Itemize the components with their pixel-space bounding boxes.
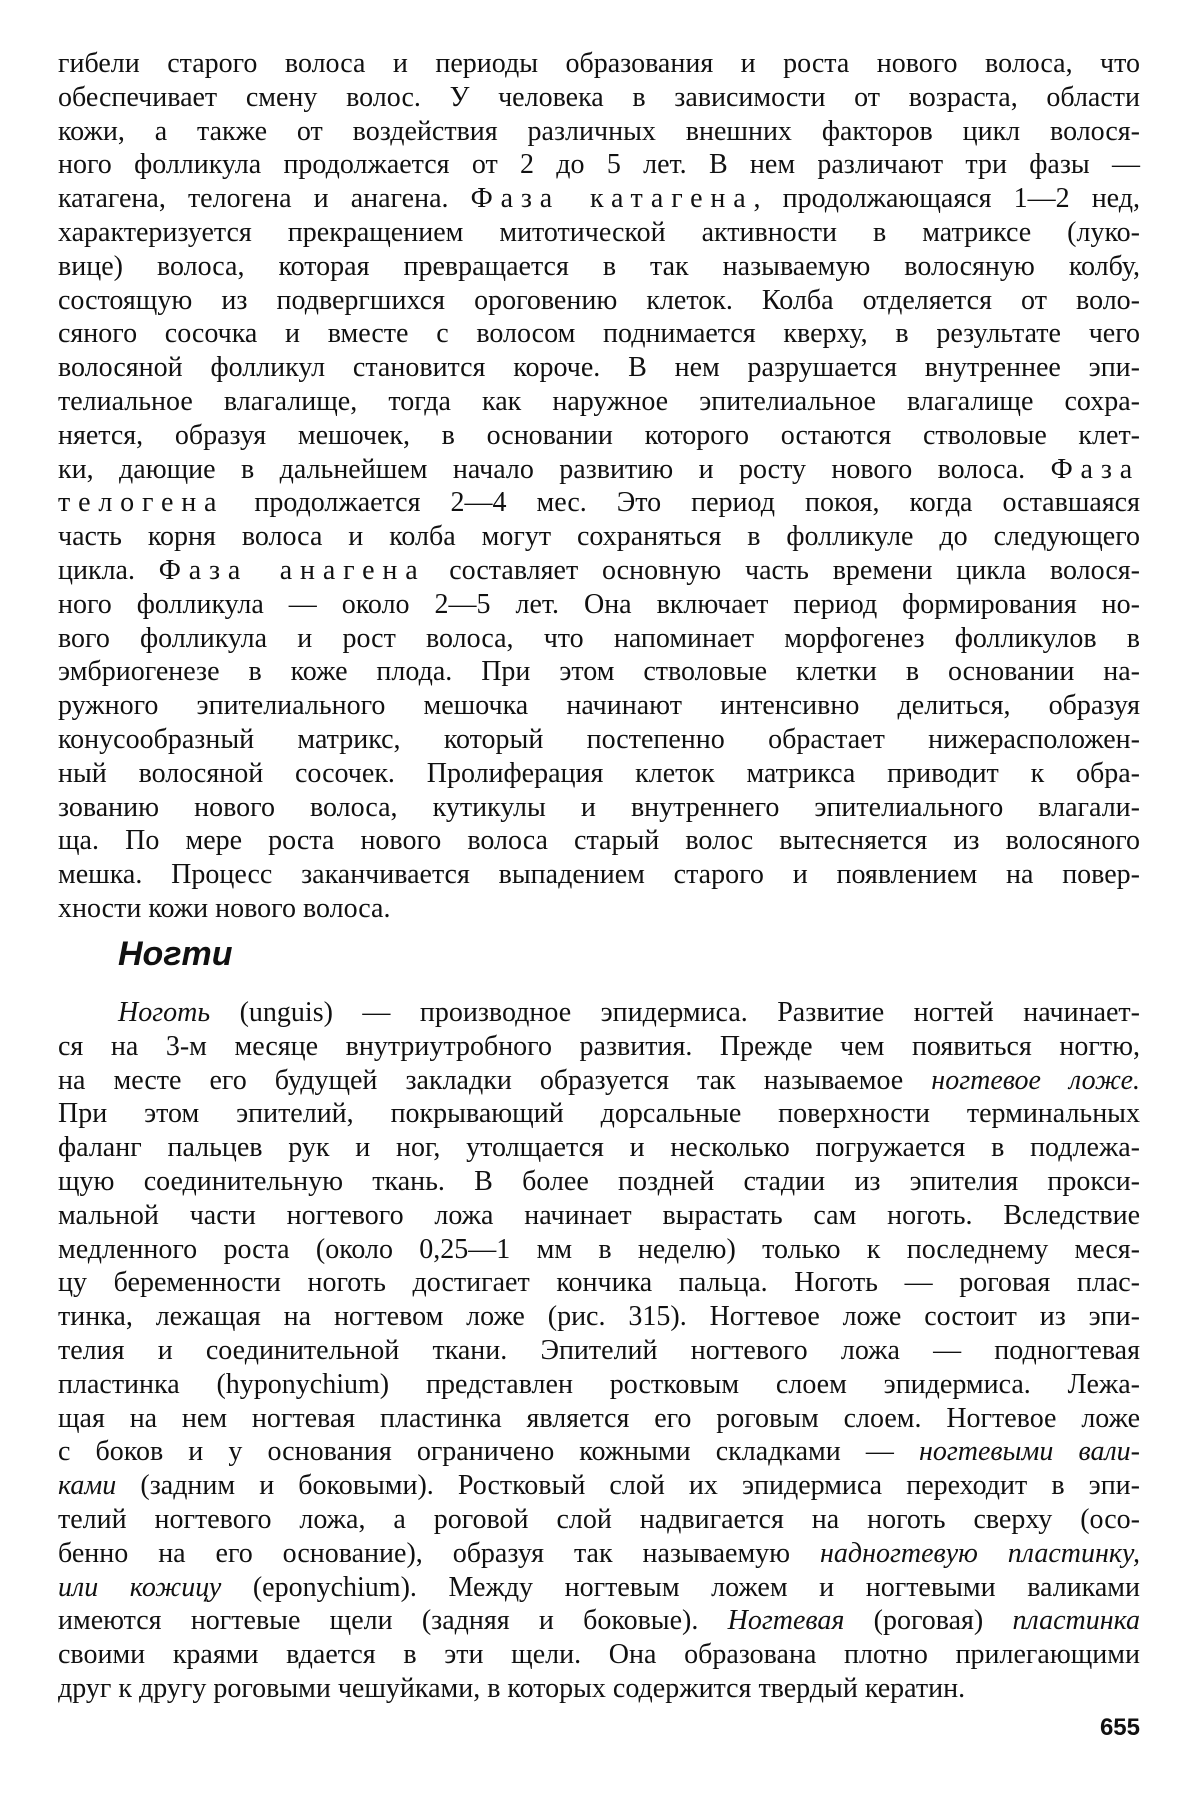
text-run: медленного роста (около 0,25—1 мм в неделю) только к последнему меся- [58,1233,1140,1265]
text-run: мальной части ногтевого ложа начинает вырастать сам ноготь. Вследствие [58,1199,1140,1231]
text-line [58,317,1140,351]
text-run: (задним и боковыми). Ростковый слой их эпидермиса переходит в эпи- [116,1470,1140,1502]
text-run: эмбриогенезе в коже плода. При этом стволовые клетки в основании на- [58,656,1140,688]
text-line [58,1266,1140,1300]
spaced-term: Фаза катагена [470,183,754,215]
text-line [58,824,1140,858]
text-line [58,148,1140,182]
text-line [58,1233,1140,1267]
text-run: имеются ногтевые щели (задняя и боковые). [58,1605,728,1637]
text-line [58,1435,1140,1469]
text-line [58,1604,1140,1638]
text-run: телиальное влагалище, тогда как наружное эпителиальное влагалище сохра- [58,385,1140,417]
text-run: , продолжающаяся 1—2 нед, [753,183,1140,215]
text-run: щая на нем ногтевая пластинка является его роговым слоем. Ногтевое ложе [58,1402,1140,1434]
text-run: состоящую из подвергшихся ороговению клеток. Колба отделяется от воло- [58,284,1140,316]
text-run: щую соединительную ткань. В более поздней стадии из эпителия прокси- [58,1165,1140,1197]
text-line [58,1097,1140,1131]
text-run: бенно на его основание), образуя так называемую [58,1537,821,1569]
text-run: характеризуется прекращением митотической активности в матриксе (луко- [58,216,1140,248]
text-line [58,453,1140,487]
text-run: гибели старого волоса и периоды образования и роста нового волоса, что [58,48,1140,79]
paragraph-nail [58,996,1140,1706]
text-run: составляет основную часть времени цикла волося- [425,554,1140,586]
text-run: цу беременности ноготь достигает кончика пальца. Ноготь — роговая плас- [58,1267,1140,1299]
text-line [58,284,1140,318]
text-run: ружного эпителиального мешочка начинают интенсивно делиться, образуя [58,690,1140,722]
text-run: волосяной фолликул становится короче. В нем разрушается внутреннее эпи- [58,352,1140,384]
text-line [58,250,1140,284]
text-run: ного фолликула продолжается от 2 до 5 лет. В нем различают три фазы — [58,149,1140,181]
italic-term: или кожицу [58,1571,222,1603]
text-line [58,1503,1140,1537]
text-run: продолжается 2—4 мес. Это период покоя, когда оставшаяся [224,487,1140,519]
text-run: няется, образуя мешочек, в основании которого остаются стволовые клет- [58,419,1140,451]
text-line [58,1368,1140,1402]
text-run: вице) волоса, которая превращается в так называемую волосяную колбу, [58,250,1140,282]
text-line [58,723,1140,757]
text-line [58,588,1140,622]
italic-term: пластинка [1012,1605,1141,1637]
text-line [58,520,1140,554]
text-line [58,216,1140,250]
text-line [58,1638,1140,1672]
text-line [58,1300,1140,1334]
text-line [58,1402,1140,1436]
text-line [58,47,1140,81]
text-run: При этом эпителий, покрывающий дорсальные поверхности терминальных [58,1098,1140,1130]
text-run: тинка, лежащая на ногтевом ложе (рис. 315). Ногтевое ложе состоит из эпи- [58,1301,1140,1333]
section-heading-nails: Ногти [118,935,233,973]
italic-term: ками [58,1470,117,1502]
text-line [58,1165,1140,1199]
text-run: конусообразный матрикс, который постепенно обрастает нижерасположен- [58,723,1140,755]
text-line [58,1030,1140,1064]
text-line [58,81,1140,115]
text-run: (unguis) — производное эпидермиса. Развитие ногтей начинает- [210,997,1140,1028]
text-run: вого фолликула и рост волоса, что напоминает морфогенез фолликулов в [58,622,1140,654]
italic-term: ногтевое ложе. [931,1064,1141,1096]
text-run: зованию нового волоса, кутикулы и внутреннего эпителиального влагали- [58,791,1140,823]
paragraph-hair-cycle [58,47,1140,926]
text-line [58,1131,1140,1165]
text-line [58,1469,1140,1503]
text-run: на месте его будущей закладки образуется так называемое [58,1064,932,1096]
text-line [58,689,1140,723]
text-line [58,622,1140,656]
text-run: друг к другу роговыми чешуйками, в которых содержится твердый кератин. [58,1672,966,1704]
text-line [58,351,1140,385]
italic-term: Ноготь [118,997,211,1028]
text-run: (eponychium). Между ногтевым ложем и ногтевыми валиками [221,1571,1140,1603]
text-run: ного фолликула — около 2—5 лет. Она включает период формирования но- [58,588,1140,620]
text-run: своими краями вдается в эти щели. Она образована плотно прилегающими [58,1639,1140,1671]
text-run: ща. По мере роста нового волоса старый волос вытесняется из волосяного [58,825,1140,857]
italic-term: надногтевую пластинку, [820,1537,1140,1569]
text-run: телия и соединительной ткани. Эпителий ногтевого ложа — подногтевая [58,1334,1140,1366]
italic-term: Ногтевая [727,1605,845,1637]
text-line [58,757,1140,791]
text-run: обеспечивает смену волос. У человека в зависимости от возраста, области [58,81,1140,113]
text-line [58,655,1140,689]
text-run: катагена, телогена и анагена. [58,183,471,215]
text-run: (роговая) [844,1605,1013,1637]
text-line [58,385,1140,419]
text-line [58,996,1140,1030]
spaced-term: Фаза анагена [158,554,426,586]
text-run: телий ногтевого ложа, а роговой слой надвигается на ноготь сверху (осо- [58,1503,1140,1535]
text-line [58,1199,1140,1233]
text-line [58,1537,1140,1571]
text-run: с боков и у основания ограничено кожными складками — [58,1436,919,1468]
text-run: часть корня волоса и колба могут сохраняться в фолликуле до следующего [58,521,1140,553]
text-run: ся на 3-м месяце внутриутробного развития. Прежде чем появиться ногтю, [58,1030,1140,1062]
text-line [58,1672,1140,1706]
text-line [58,892,1140,926]
text-line [58,1571,1140,1605]
text-run: фаланг пальцев рук и ног, утолщается и несколько погружается в подлежа- [58,1132,1140,1164]
text-run: пластинка (hyponychium) представлен ростковым слоем эпидермиса. Лежа- [58,1368,1140,1400]
text-run: цикла. [58,554,159,586]
text-line [58,554,1140,588]
text-run: ный волосяной сосочек. Пролиферация клеток матрикса приводит к обра- [58,757,1140,789]
text-line [58,182,1140,216]
text-line [58,858,1140,892]
text-run: хности кожи нового волоса. [58,892,391,924]
text-line [58,419,1140,453]
text-line [58,791,1140,825]
text-line [58,1334,1140,1368]
text-line [58,1064,1140,1098]
italic-term: ногтевыми вали- [918,1436,1140,1468]
text-run: сяного сосочка и вместе с волосом поднимается кверху, в результате чего [58,318,1140,350]
text-run: кожи, а также от воздействия различных внешних факторов цикл волося- [58,115,1140,147]
text-line [58,115,1140,149]
text-run: мешка. Процесс заканчивается выпадением старого и появлением на повер- [58,859,1140,891]
spaced-term: Фаза [1050,453,1140,485]
page-number: 655 [1099,1714,1140,1741]
text-run: ки, дающие в дальнейшем начало развитию и росту нового волоса. [58,453,1051,485]
text-line [58,486,1140,520]
spaced-term: телогена [58,487,225,519]
